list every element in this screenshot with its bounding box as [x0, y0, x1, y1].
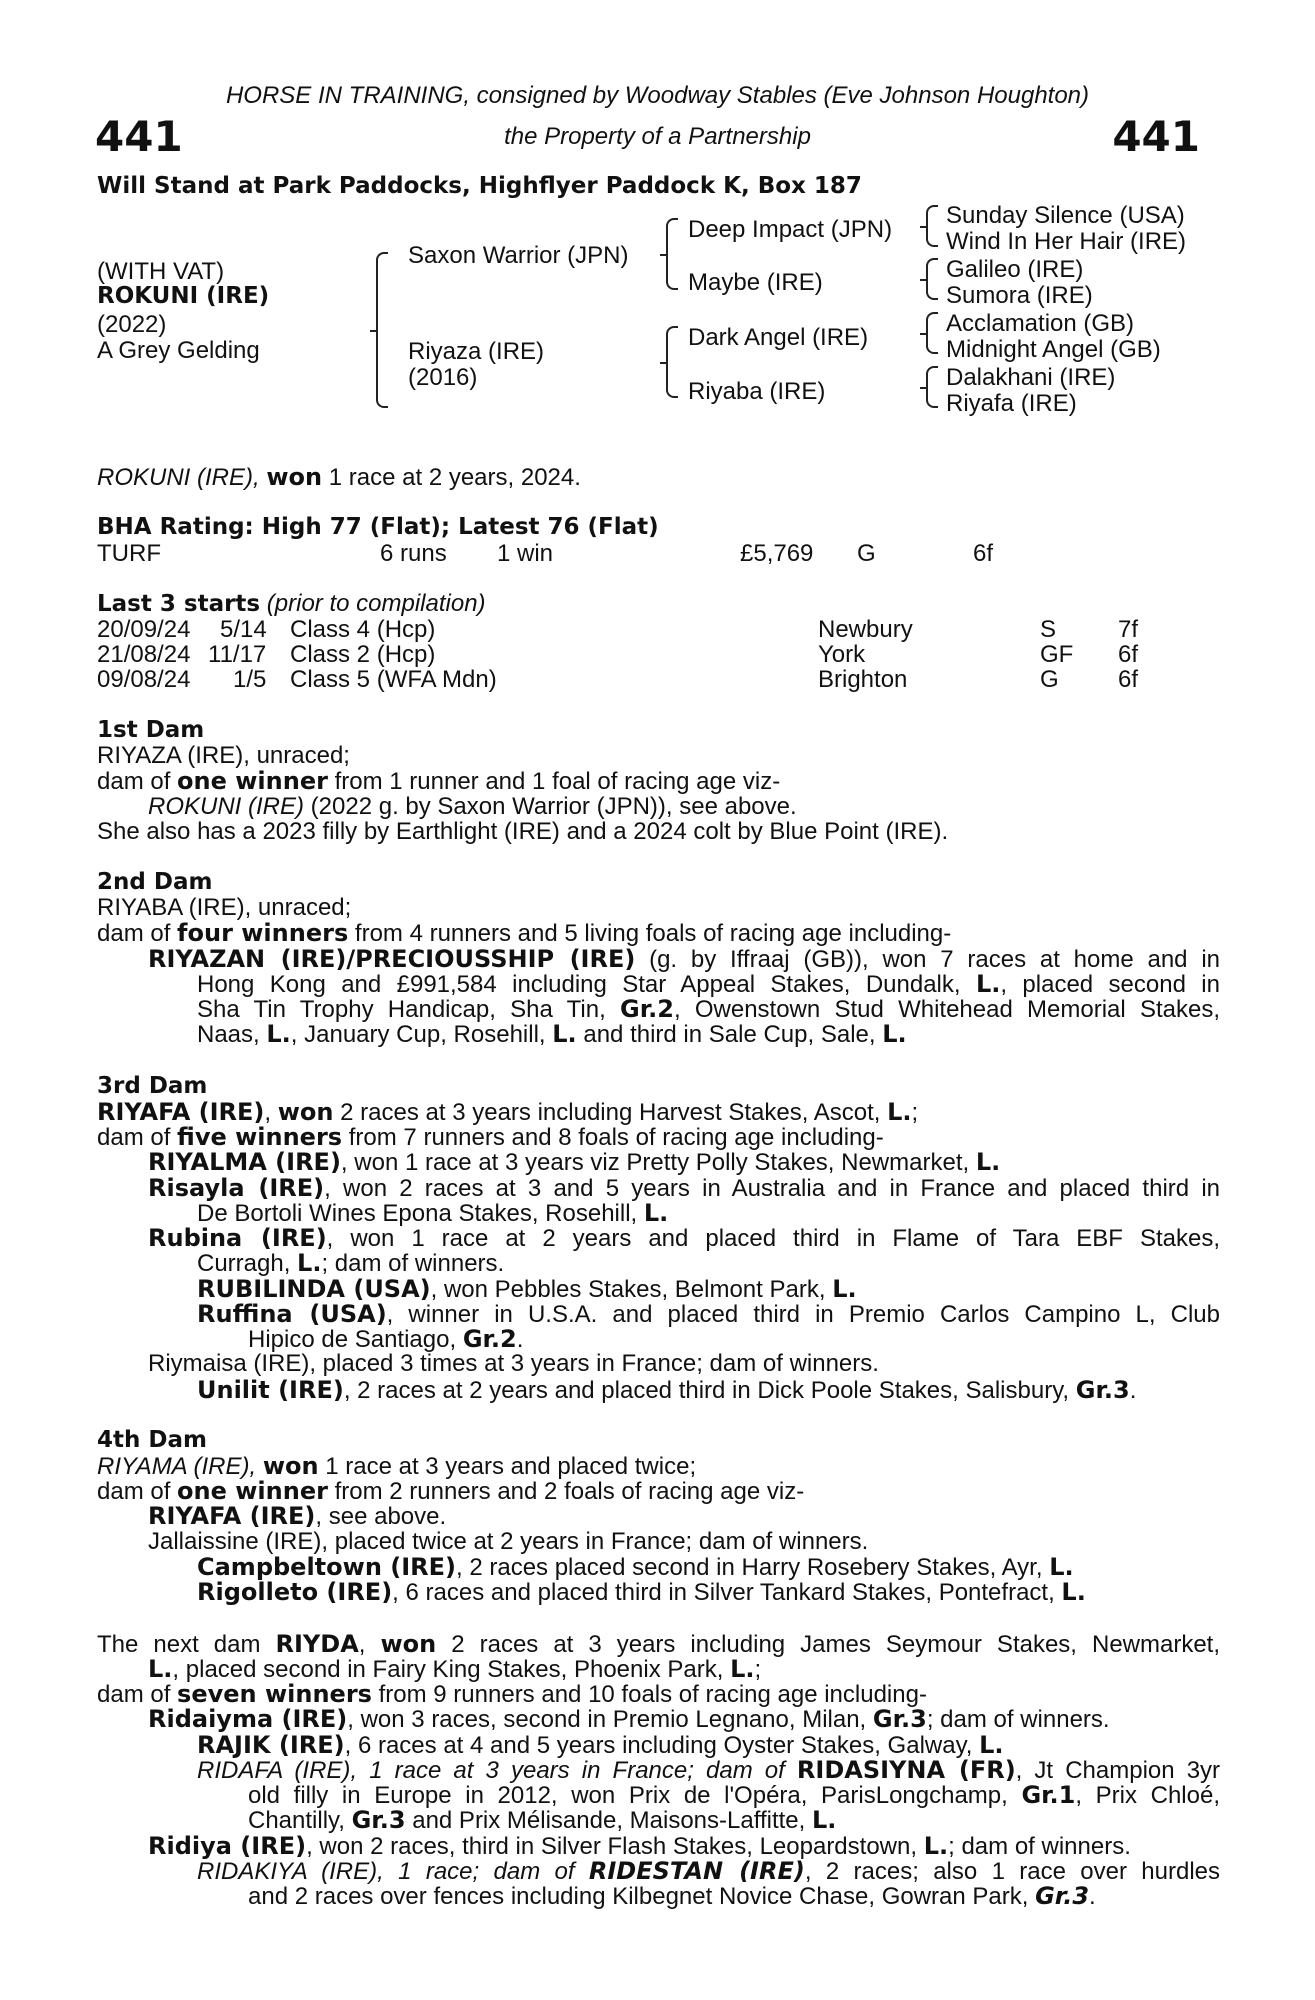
dam3-line7: Curragh, L.; dam of winners.	[197, 1249, 505, 1277]
pedigree-sire: Saxon Warrior (JPN)	[408, 242, 629, 269]
next-dam-line5: RAJIK (IRE), 6 races at 4 and 5 years including Oyster Stakes, Galway, L.	[197, 1731, 1004, 1759]
dam2-heading: 2nd Dam	[97, 869, 213, 895]
dam3-line12: Unilit (IRE), 2 races at 2 years and placed third in Dick Poole Stakes, Salisbury, Gr.3.	[197, 1376, 1137, 1404]
lot-number-left: 441	[95, 112, 183, 161]
rating-runs: 6 runs	[380, 540, 447, 567]
dam3-line3: RIYALMA (IRE), won 1 race at 3 years viz Pretty Polly Stakes, Newmarket, L.	[148, 1148, 1001, 1176]
stand-line: Will Stand at Park Paddocks, Highflyer Paddock K, Box 187	[97, 173, 862, 199]
next-dam-line7: old filly in Europe in 2012, won Prix de l'Opéra, ParisLongchamp, Gr.1, Prix Chloé,	[248, 1781, 1220, 1809]
start-class: Class 4 (Hcp)	[290, 616, 436, 643]
start-going: GF	[1040, 641, 1074, 668]
last-starts-heading: Last 3 starts	[97, 591, 261, 617]
start-course: Newbury	[818, 616, 913, 643]
start-position: 11/17	[208, 641, 267, 668]
dam2-line2: dam of four winners from 4 runners and 5 living foals of racing age including-	[97, 919, 952, 947]
next-dam-line11: and 2 races over fences including Kilbegnet Novice Chase, Gowran Park, Gr.3.	[248, 1882, 1096, 1910]
pedigree-ssd: Wind In Her Hair (IRE)	[946, 228, 1187, 255]
next-dam-line9: Ridiya (IRE), won 2 races, third in Silver Flash Stakes, Leopardstown, L.; dam of winners.	[148, 1832, 1131, 1860]
start-going: G	[1040, 666, 1059, 693]
next-dam-line8: Chantilly, Gr.3 and Prix Mélisande, Maisons-Laffitte, L.	[248, 1806, 837, 1834]
dam3-line6: Rubina (IRE), won 1 race at 2 years and placed third in Flame of Tara EBF Stakes,	[148, 1224, 1220, 1252]
dam3-line5: De Bortoli Wines Epona Stakes, Rosehill, L.	[197, 1199, 669, 1227]
summary-name: ROKUNI (IRE),	[97, 464, 260, 491]
horse-year: (2022)	[97, 311, 167, 338]
dam4-line5: Campbeltown (IRE), 2 races placed second in Harry Rosebery Stakes, Ayr, L.	[197, 1553, 1074, 1581]
dam4-line1: RIYAMA (IRE), won 1 race at 3 years and placed twice;	[97, 1452, 697, 1480]
pedigree-dd: Riyaba (IRE)	[688, 378, 826, 405]
dam3-line9: Ruffina (USA), winner in U.S.A. and placed third in Premio Carlos Campino L, Club	[197, 1300, 1220, 1328]
start-class: Class 2 (Hcp)	[290, 641, 436, 668]
dam3-heading: 3rd Dam	[97, 1073, 208, 1099]
dam3-line10: Hipico de Santiago, Gr.2.	[248, 1325, 524, 1353]
summary-rest: 1 race at 2 years, 2024.	[328, 464, 581, 491]
dam2-line4: Hong Kong and £991,584 including Star Appeal Stakes, Dundalk, L., placed second in	[197, 970, 1220, 998]
consignment-line: HORSE IN TRAINING, consigned by Woodway Stables (Eve Johnson Houghton)	[225, 82, 1090, 109]
horse-vat: (WITH VAT)	[97, 258, 225, 285]
pedigree-brace-ss	[920, 205, 938, 247]
start-position: 5/14	[220, 616, 267, 643]
dam1-line4: She also has a 2023 filly by Earthlight (IRE) and a 2024 colt by Blue Point (IRE).	[97, 818, 949, 845]
rating-distance: 6f	[973, 540, 994, 567]
start-distance: 6f	[1118, 666, 1139, 693]
next-dam-line2: L., placed second in Fairy King Stakes, Phoenix Park, L.;	[148, 1655, 762, 1683]
rating-surface: TURF	[97, 540, 161, 567]
dam3-line11: Riymaisa (IRE), placed 3 times at 3 years in France; dam of winners.	[148, 1350, 879, 1377]
last-starts-title	[97, 592, 1220, 616]
dam1-line1: RIYAZA (IRE), unraced;	[97, 742, 350, 769]
next-dam-line10: RIDAKIYA (IRE), 1 race; dam of RIDESTAN (IRE), 2 races; also 1 race over hurdles	[197, 1857, 1221, 1885]
pedigree-brace-dd	[920, 366, 938, 408]
dam3-line8: RUBILINDA (USA), won Pebbles Stakes, Belmont Park, L.	[197, 1275, 857, 1303]
start-date: 21/08/24	[97, 641, 191, 668]
start-position: 1/5	[233, 666, 267, 693]
pedigree-dam: Riyaza (IRE)	[408, 338, 545, 365]
start-distance: 6f	[1118, 641, 1139, 668]
race-summary	[97, 465, 1220, 490]
start-course: York	[818, 641, 866, 668]
start-distance: 7f	[1118, 616, 1139, 643]
dam3-line4: Risayla (IRE), won 2 races at 3 and 5 years in Australia and in France and placed third in	[148, 1174, 1220, 1202]
start-going: S	[1040, 616, 1057, 643]
property-line: the Property of a Partnership	[504, 123, 811, 150]
dam1-heading: 1st Dam	[97, 717, 205, 743]
pedigree-brace-sire	[660, 218, 678, 290]
pedigree-sss: Sunday Silence (USA)	[946, 202, 1185, 229]
dam2-line6: Naas, L., January Cup, Rosehill, L. and third in Sale Cup, Sale, L.	[197, 1020, 907, 1048]
dam1-line2: dam of one winner from 1 runner and 1 foal of racing age viz-	[97, 767, 781, 795]
dam2-line3: RIYAZAN (IRE)/PRECIOUSSHIP (IRE) (g. by Iffraaj (GB)), won 7 races at home and in	[148, 945, 1220, 973]
dam1-line3: ROKUNI (IRE) (2022 g. by Saxon Warrior (JPN)), see above.	[148, 793, 797, 820]
dam4-heading: 4th Dam	[97, 1427, 207, 1453]
pedigree-dds: Dalakhani (IRE)	[946, 364, 1116, 391]
pedigree-brace-ds	[920, 312, 938, 354]
rating-wins: 1 win	[497, 540, 554, 567]
summary-won: won	[266, 463, 323, 491]
rating-going: G	[857, 540, 876, 567]
pedigree-sds: Galileo (IRE)	[946, 256, 1084, 283]
dam4-line3: RIYAFA (IRE), see above.	[148, 1502, 447, 1530]
start-class: Class 5 (WFA Mdn)	[290, 666, 497, 693]
rating-title: BHA Rating: High 77 (Flat); Latest 76 (Flat)	[97, 514, 659, 540]
start-date: 09/08/24	[97, 666, 191, 693]
dam2-line1: RIYABA (IRE), unraced;	[97, 894, 352, 921]
start-date: 20/09/24	[97, 616, 191, 643]
pedigree-brace-sd	[920, 258, 938, 300]
pedigree-brace-dam	[660, 326, 678, 398]
next-dam-line3: dam of seven winners from 9 runners and 10 foals of racing age including-	[97, 1680, 927, 1708]
last-starts-note: (prior to compilation)	[266, 590, 486, 617]
pedigree-dam-year: (2016)	[408, 364, 478, 391]
pedigree-brace-main	[370, 252, 388, 408]
dam4-line4: Jallaissine (IRE), placed twice at 2 years in France; dam of winners.	[148, 1528, 869, 1555]
pedigree-dss: Acclamation (GB)	[946, 310, 1135, 337]
pedigree-ds: Dark Angel (IRE)	[688, 324, 869, 351]
dam3-line2: dam of five winners from 7 runners and 8 foals of racing age including-	[97, 1123, 884, 1151]
next-dam-line6: RIDAFA (IRE), 1 race at 3 years in France; dam of RIDASIYNA (FR), Jt Champion 3yr	[197, 1756, 1221, 1784]
dam3-line1: RIYAFA (IRE), won 2 races at 3 years including Harvest Stakes, Ascot, L.;	[97, 1098, 919, 1126]
pedigree-ddd: Riyafa (IRE)	[946, 390, 1077, 417]
horse-name: ROKUNI (IRE)	[97, 283, 270, 309]
pedigree-ss: Deep Impact (JPN)	[688, 216, 893, 243]
dam2-line5: Sha Tin Trophy Handicap, Sha Tin, Gr.2, Owenstown Stud Whitehead Memorial Stakes,	[197, 995, 1221, 1023]
start-course: Brighton	[818, 666, 908, 693]
next-dam-line4: Ridaiyma (IRE), won 3 races, second in Premio Legnano, Milan, Gr.3; dam of winners.	[148, 1705, 1110, 1733]
pedigree-sdd: Sumora (IRE)	[946, 282, 1093, 309]
pedigree-dsd: Midnight Angel (GB)	[946, 336, 1161, 363]
dam4-line2: dam of one winner from 2 runners and 2 foals of racing age viz-	[97, 1477, 805, 1505]
pedigree-sd: Maybe (IRE)	[688, 269, 823, 296]
next-dam-line1: The next dam RIYDA, won 2 races at 3 years including James Seymour Stakes, Newmarket,	[97, 1630, 1221, 1658]
dam4-line6: Rigolleto (IRE), 6 races and placed third in Silver Tankard Stakes, Pontefract, L.	[197, 1578, 1086, 1606]
rating-prize: £5,769	[740, 540, 814, 567]
lot-number-right: 441	[1112, 112, 1200, 161]
horse-description: A Grey Gelding	[97, 337, 260, 364]
